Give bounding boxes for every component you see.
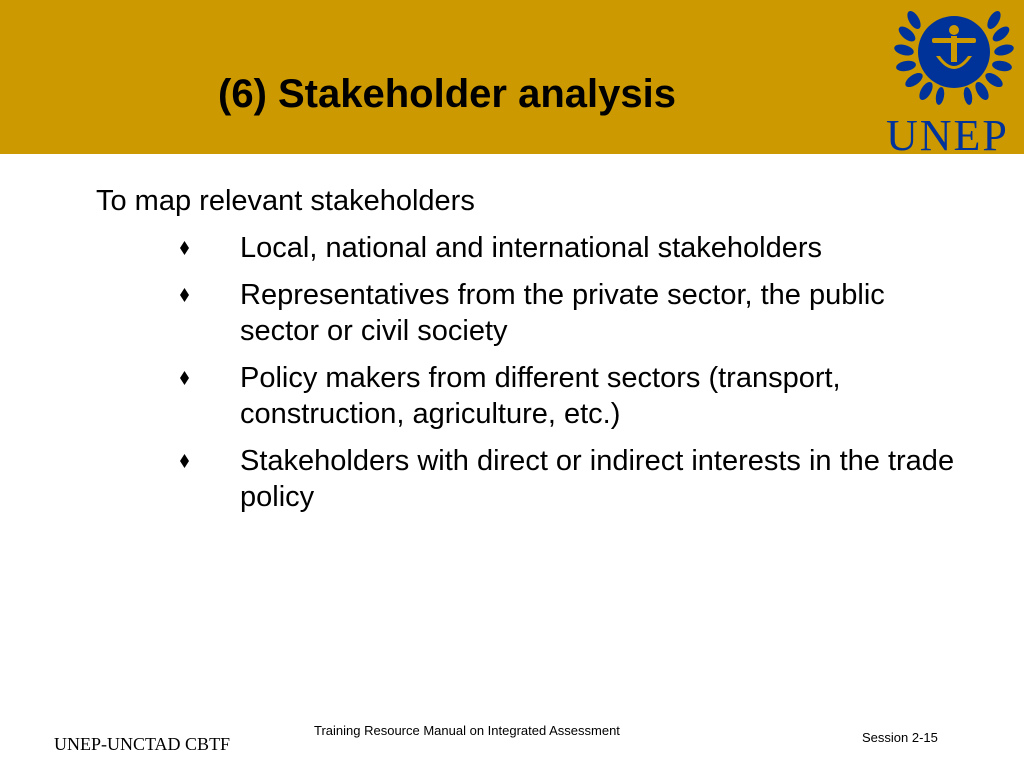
diamond-bullet-icon	[180, 241, 189, 255]
bullet-item	[180, 277, 960, 349]
bullet-item	[180, 443, 960, 515]
footer-organization: UNEP-UNCTAD CBTF	[54, 734, 231, 754]
bullet-text: Representatives from the private sector, the public sector or civil society	[240, 279, 885, 347]
diamond-bullet-icon	[180, 288, 189, 302]
bullet-list	[180, 230, 960, 526]
bullet-text: Policy makers from different sectors (transport, construction, agriculture, etc.)	[240, 362, 841, 430]
unep-logo-text: UNEP	[886, 111, 1009, 160]
footer-manual-title: Training Resource Manual on Integrated Assessment	[314, 723, 620, 738]
bullet-item	[180, 230, 960, 266]
diamond-bullet-icon	[180, 371, 189, 385]
slide-title: (6) Stakeholder analysis	[218, 72, 676, 116]
bullet-item	[180, 360, 960, 432]
lead-text: To map relevant stakeholders	[96, 185, 475, 217]
bullet-text: Stakeholders with direct or indirect interests in the trade policy	[240, 445, 955, 513]
diamond-bullet-icon	[180, 454, 189, 468]
footer-session-number: Session 2-15	[862, 730, 938, 745]
bullet-text: Local, national and international stakeholders	[240, 232, 823, 264]
